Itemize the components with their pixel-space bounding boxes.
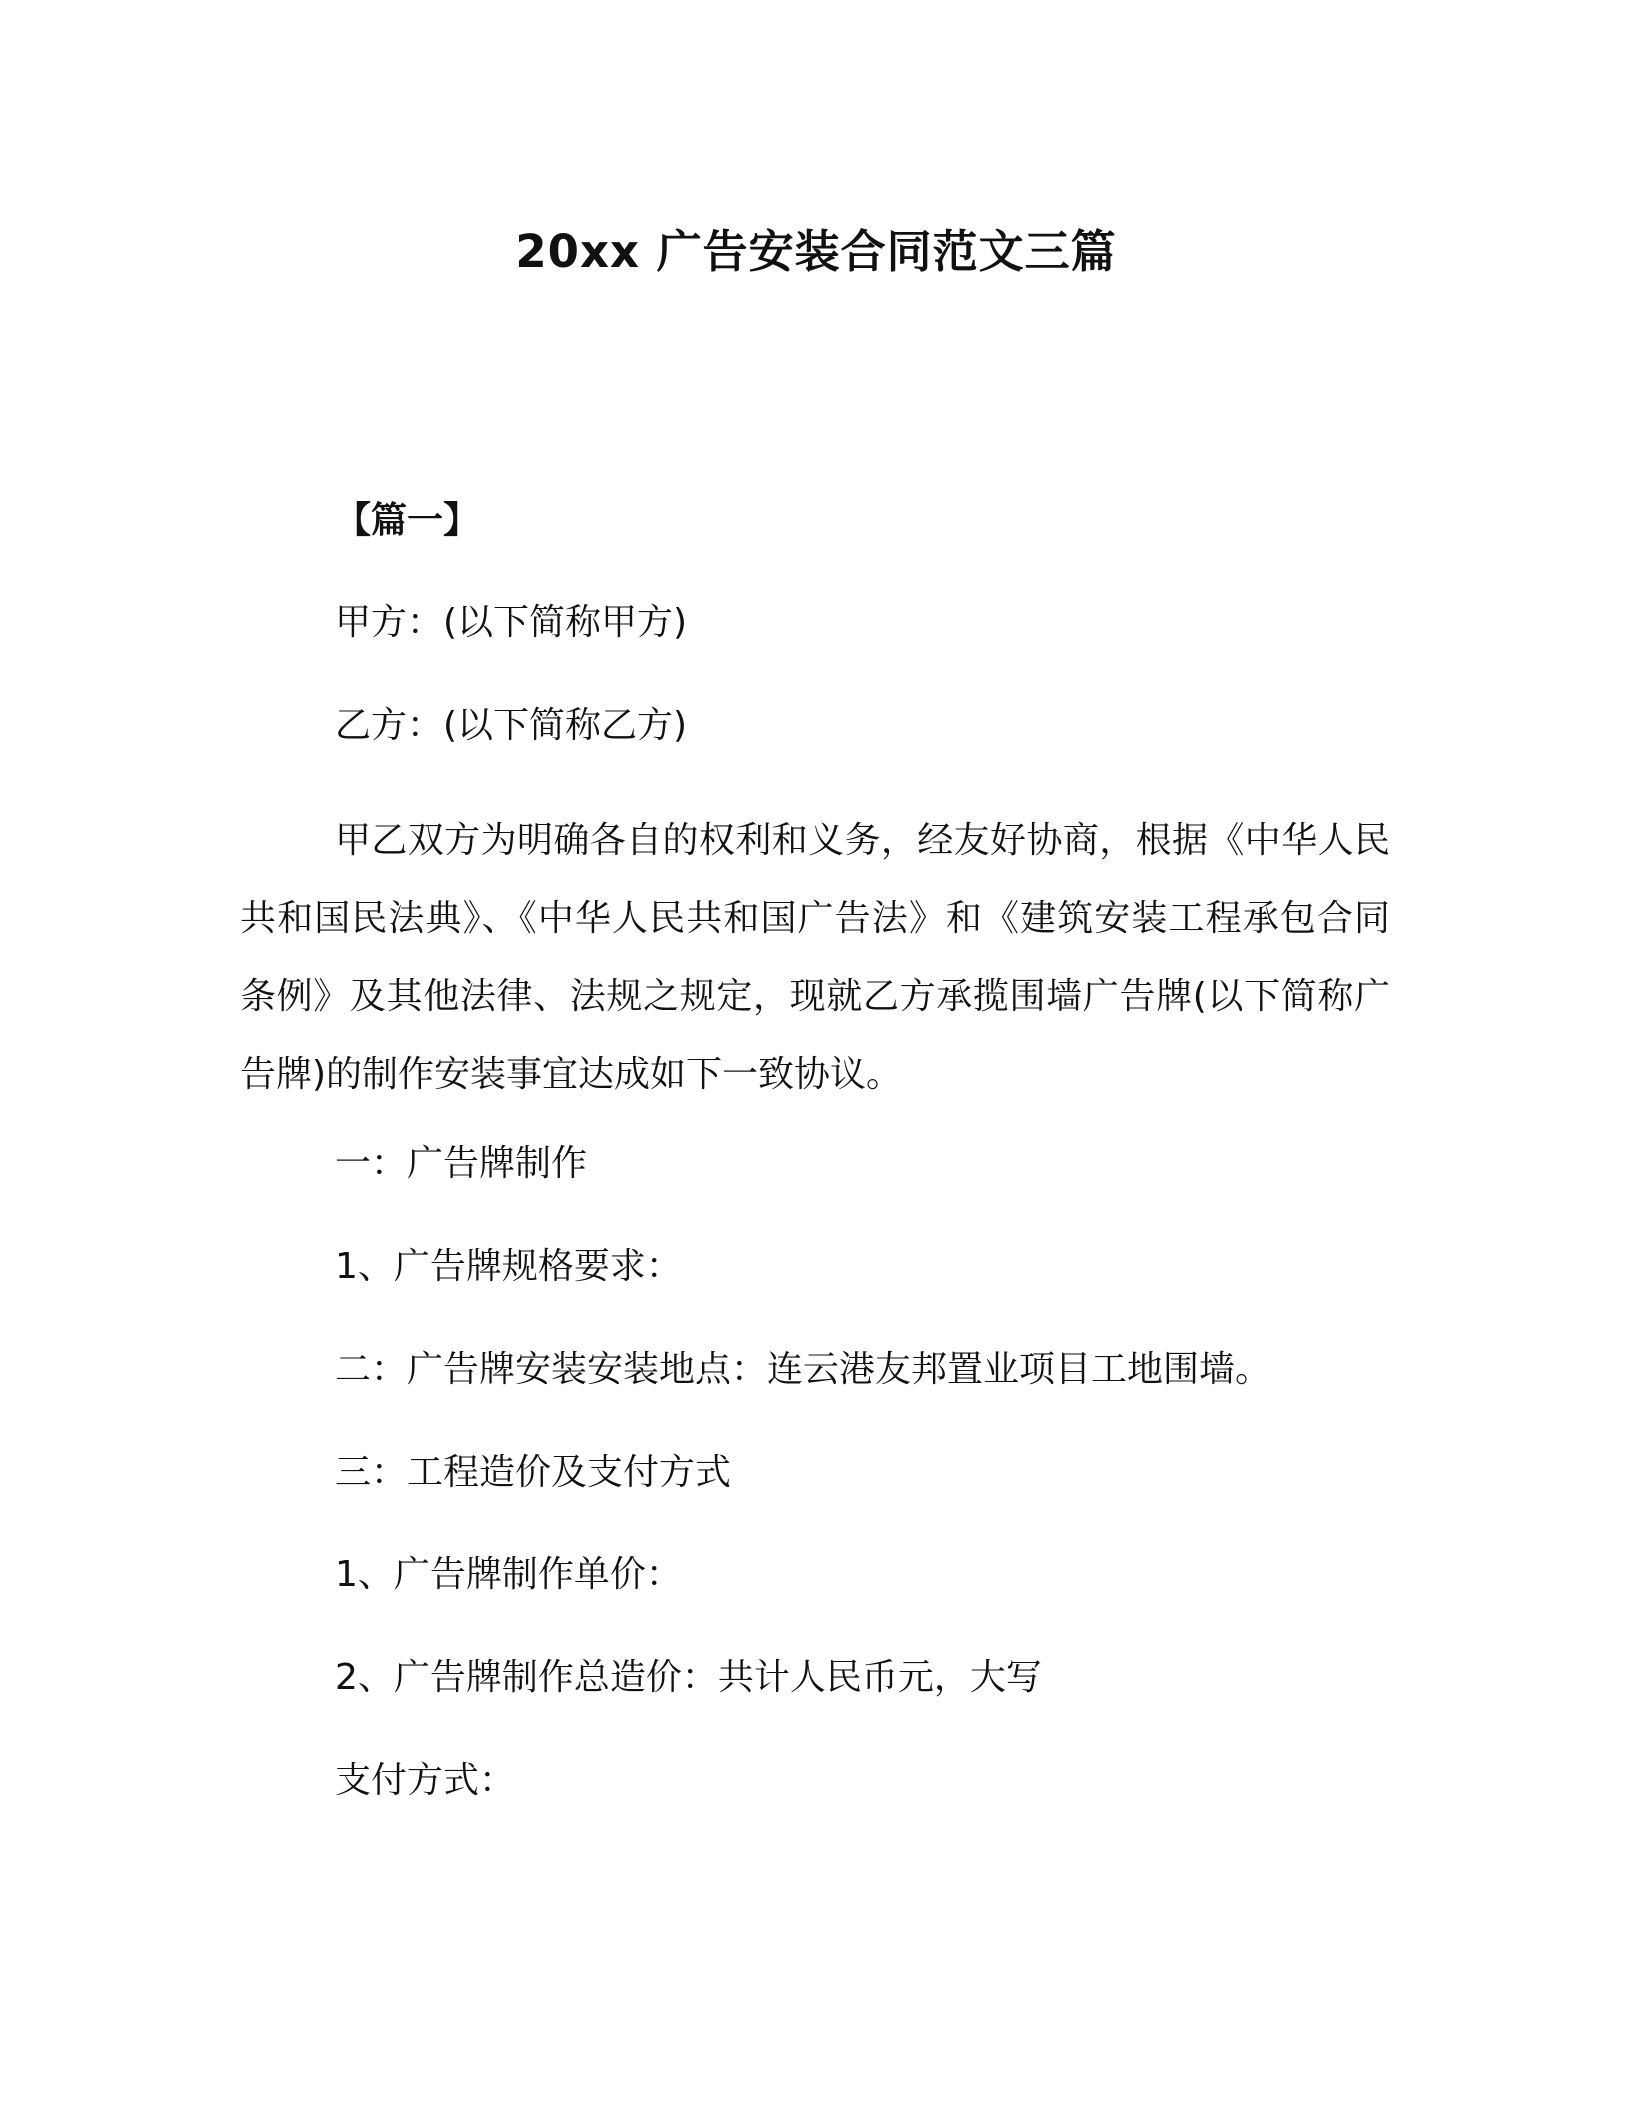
party-a-line: 甲方：(以下简称甲方) (335, 602, 688, 643)
intro-paragraph: 甲乙双方为明确各自的权利和义务，经友好协商，根据《中华人民共和国民法典》、《中华人民共和国广告法》和《建筑安装工程承包合同条例》及其他法律、法规之规定，现就乙方承揽围墙广告牌(以下简称广告牌)的制作安装事宜达成如下一致协议。 (240, 820, 1390, 1095)
clause-3-item-1: 1、广告牌制作单价： (335, 1554, 682, 1595)
document-title: 20xx 广告安装合同范文三篇 (515, 225, 1117, 278)
payment-method-line: 支付方式： (335, 1760, 516, 1801)
party-b-line: 乙方：(以下简称乙方) (335, 705, 688, 746)
clause-1-item-1: 1、广告牌规格要求： (335, 1246, 682, 1287)
clause-1-heading: 一：广告牌制作 (335, 1143, 588, 1184)
clause-3-item-2: 2、广告牌制作总造价：共计人民币元，大写 (335, 1657, 1042, 1698)
clause-2: 二：广告牌安装安装地点：连云港友邦置业项目工地围墙。 (335, 1349, 1272, 1390)
clause-3-heading: 三：工程造价及支付方式 (335, 1452, 732, 1493)
section-label: 【篇一】 (335, 500, 480, 541)
